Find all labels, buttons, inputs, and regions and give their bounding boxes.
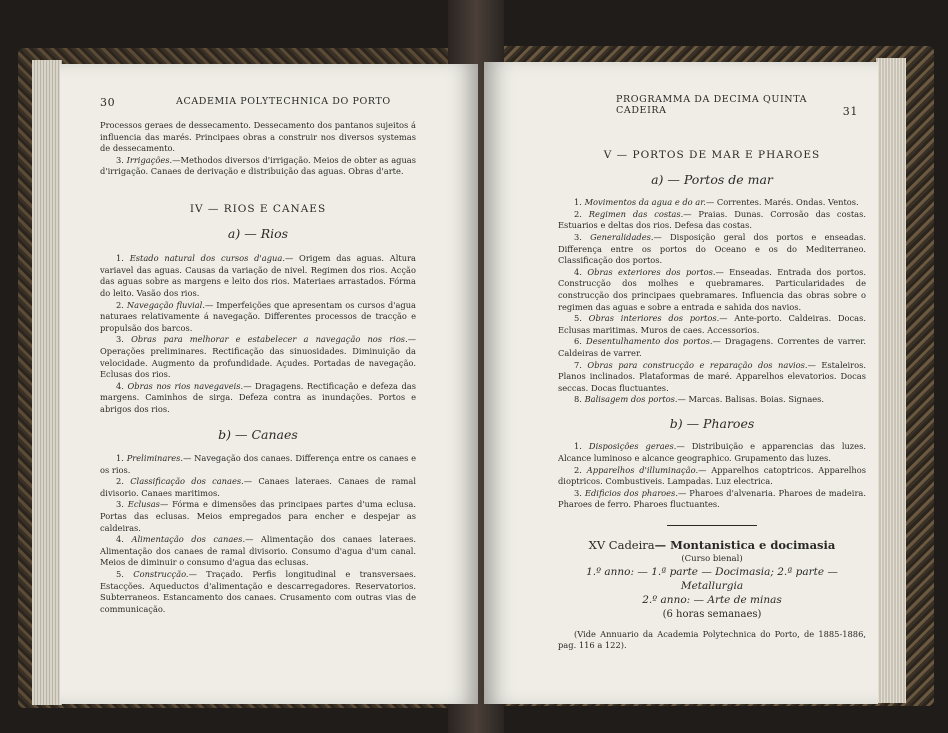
portos-item: 2. Regimen das costas.— Praias. Dunas. Corrosão das costas. Estuarios e deltas dos rios. Defesa das costas. [558, 208, 867, 231]
portos-item: 5. Obras interiores dos portos.— Ante-porto. Caldeiras. Docas. Eclusas maritimas. Muros de caes. Accessorios. [558, 313, 867, 335]
left-page-number: 30 [100, 96, 116, 109]
hours-label: (6 horas semanaes) [662, 608, 762, 620]
right-page [484, 62, 878, 704]
irrigacoes-item: 3. Irrigações.—Methodos diversos d'irrigação. Meios de obter as aguas d'irrigação. Canaes de derivação e distribuição das aguas. Obras d'arte. [100, 154, 417, 177]
cadeira-heading: XV Cadeira— Montanistica e docimasia [588, 538, 836, 553]
portos-item: 1. Movimentos da agua e do ar.— Correntes. Marés. Ondas. Ventos. [574, 197, 859, 208]
subsection-pharoes: b) — Pharoes [669, 415, 755, 431]
portos-item: 3. Generalidades.— Disposição geral dos portos e enseadas. Differença entre os portos do Oceano e os do Mediterraneo. Classificação dos portos. [558, 231, 866, 266]
portos-item: 6. Desentulhamento dos portos.— Dragagens. Correntes de varrer. Caldeiras de varrer. [558, 336, 866, 358]
portos-item: 7. Obras para construcção e reparação dos navios.— Estaleiros. Planos inclinados. Plataformas de maré. Apparelhos elevatorios. Docas seccas. Docas fluctuantes. [558, 359, 867, 393]
section-iv-heading: IV — RIOS E CANAES [189, 202, 327, 215]
rios-item: 4. Obras nos rios navegaveis.— Dragagens. Rectificação e defeza das margens. Caminhos de sirga. Defeza contra as inundações. Portos e abrigos dos rios. [100, 380, 417, 414]
pharoes-item: 1. Disposições geraes.— Distribuição e apparencias das luzes. Alcance luminoso e alcance geographico. Grupamento das luzes. [558, 441, 866, 464]
page-edges-left [32, 60, 62, 705]
canaes-item: 3. Eclusas— Fórma e dimensões das principaes partes d'uma eclusa. Portas das eclusas. Meios empregados para encher e despejar as caldeiras. [100, 499, 416, 533]
portos-item: 4. Obras exteriores dos portos.— Enseadas. Entrada dos portos. Construcção dos molhes e quebramares. Particularidades de construcção dos principaes quebramares. Influencia das obras sobre o regimen das aguas e sobre a entrada e sahida dos navios. [558, 266, 867, 312]
canaes-item: 1. Preliminares.— Navegação dos canaes. Differença entre os canaes e os rios. [100, 453, 417, 475]
right-running-header [616, 94, 858, 116]
rios-item: 2. Navegação fluvial.— Imperfeições que apresentam os cursos d'agua naturaes relativamente á navegação. Differentes processos de tracção e propulsão dos barcos. [100, 299, 417, 333]
canaes-item: 5. Construcção.— Traçado. Perfis longitudinal e transversaes. Estacções. Aqueductos d'alimentação e descarregadores. Reservatorios. Subterraneos. Estancamento dos canaes. Crusamento com outras vias de communicação. [100, 569, 416, 614]
subsection-rios: a) — Rios [227, 225, 289, 241]
annuario-note: (Vide Annuario da Academia Polytechnica do Porto, de 1885-1886, pag. 116 a 122). [558, 628, 866, 651]
section-v-heading: V — PORTOS DE MAR E PHAROES [603, 149, 821, 161]
portos-item: 8. Balisagem dos portos.— Marcas. Balisas. Boias. Signaes. [574, 394, 825, 405]
years-line-2: 2.º anno: — Arte de minas [642, 593, 782, 606]
rios-item: 3. Obras para melhorar e estabelecer a navegação nos rios.— Operações preliminares. Rectificação das sinuosidades. Diminuição da velocidade. Augmento da profundidade. Açudes. Portadas de navegação. Eclusas dos rios. [100, 334, 416, 380]
left-running-head: ACADEMIA POLYTECHNICA DO PORTO [176, 96, 391, 107]
page-edges-right [876, 58, 906, 703]
right-running-head: PROGRAMMA DA DECIMA QUINTA CADEIRA [616, 94, 808, 116]
intro-paragraph: Processos geraes de dessecamento. Dessecamento dos pantanos sujeitos á influencia das marés. Principaes obras a construir nos diversos systemas de dessecamento. [100, 120, 416, 154]
subsection-canaes: b) — Canaes [218, 427, 298, 443]
left-running-header [100, 96, 442, 109]
curso-label: (Curso bienal) [681, 553, 743, 564]
right-body [558, 150, 866, 652]
pharoes-item: 3. Edificios dos pharoes.— Pharoes d'alvenaria. Pharoes de madeira. Pharoes de ferro. Pharoes fluctuantes. [558, 487, 866, 510]
pharoes-item: 2. Apparelhos d'illuminação.— Apparelhos catoptricos. Apparelhos dioptricos. Combustiveis. Lampadas. Luz electrica. [558, 464, 866, 487]
subsection-portos: a) — Portos de mar [651, 171, 773, 187]
left-page [60, 64, 478, 704]
canaes-item: 4. Alimentação dos canaes.— Alimentação dos canaes lateraes. Alimentação dos canaes de ramal divisorio. Consumo d'agua d'um canal. Meios de diminuir o consumo d'agua das eclusas. [100, 534, 416, 568]
rios-item: 1. Estado natural dos cursos d'agua.— Origem das aguas. Altura variavel das aguas. Causas da variação de nivel. Regimen dos rios. Acção das aguas sobre as margens e leito dos rios. Materiaes arrastados. Fórma do leito. Vasão dos rios. [100, 253, 416, 298]
canaes-item: 2. Classificação dos canaes.— Canaes lateraes. Canaes de ramal divisorio. Canaes maritimos. [100, 476, 417, 498]
right-page-number: 31 [842, 105, 858, 118]
left-body [100, 120, 416, 615]
years-line-1: 1.º anno: — 1.ª parte — Docimasia; 2.ª parte — Metallurgia [586, 565, 838, 592]
